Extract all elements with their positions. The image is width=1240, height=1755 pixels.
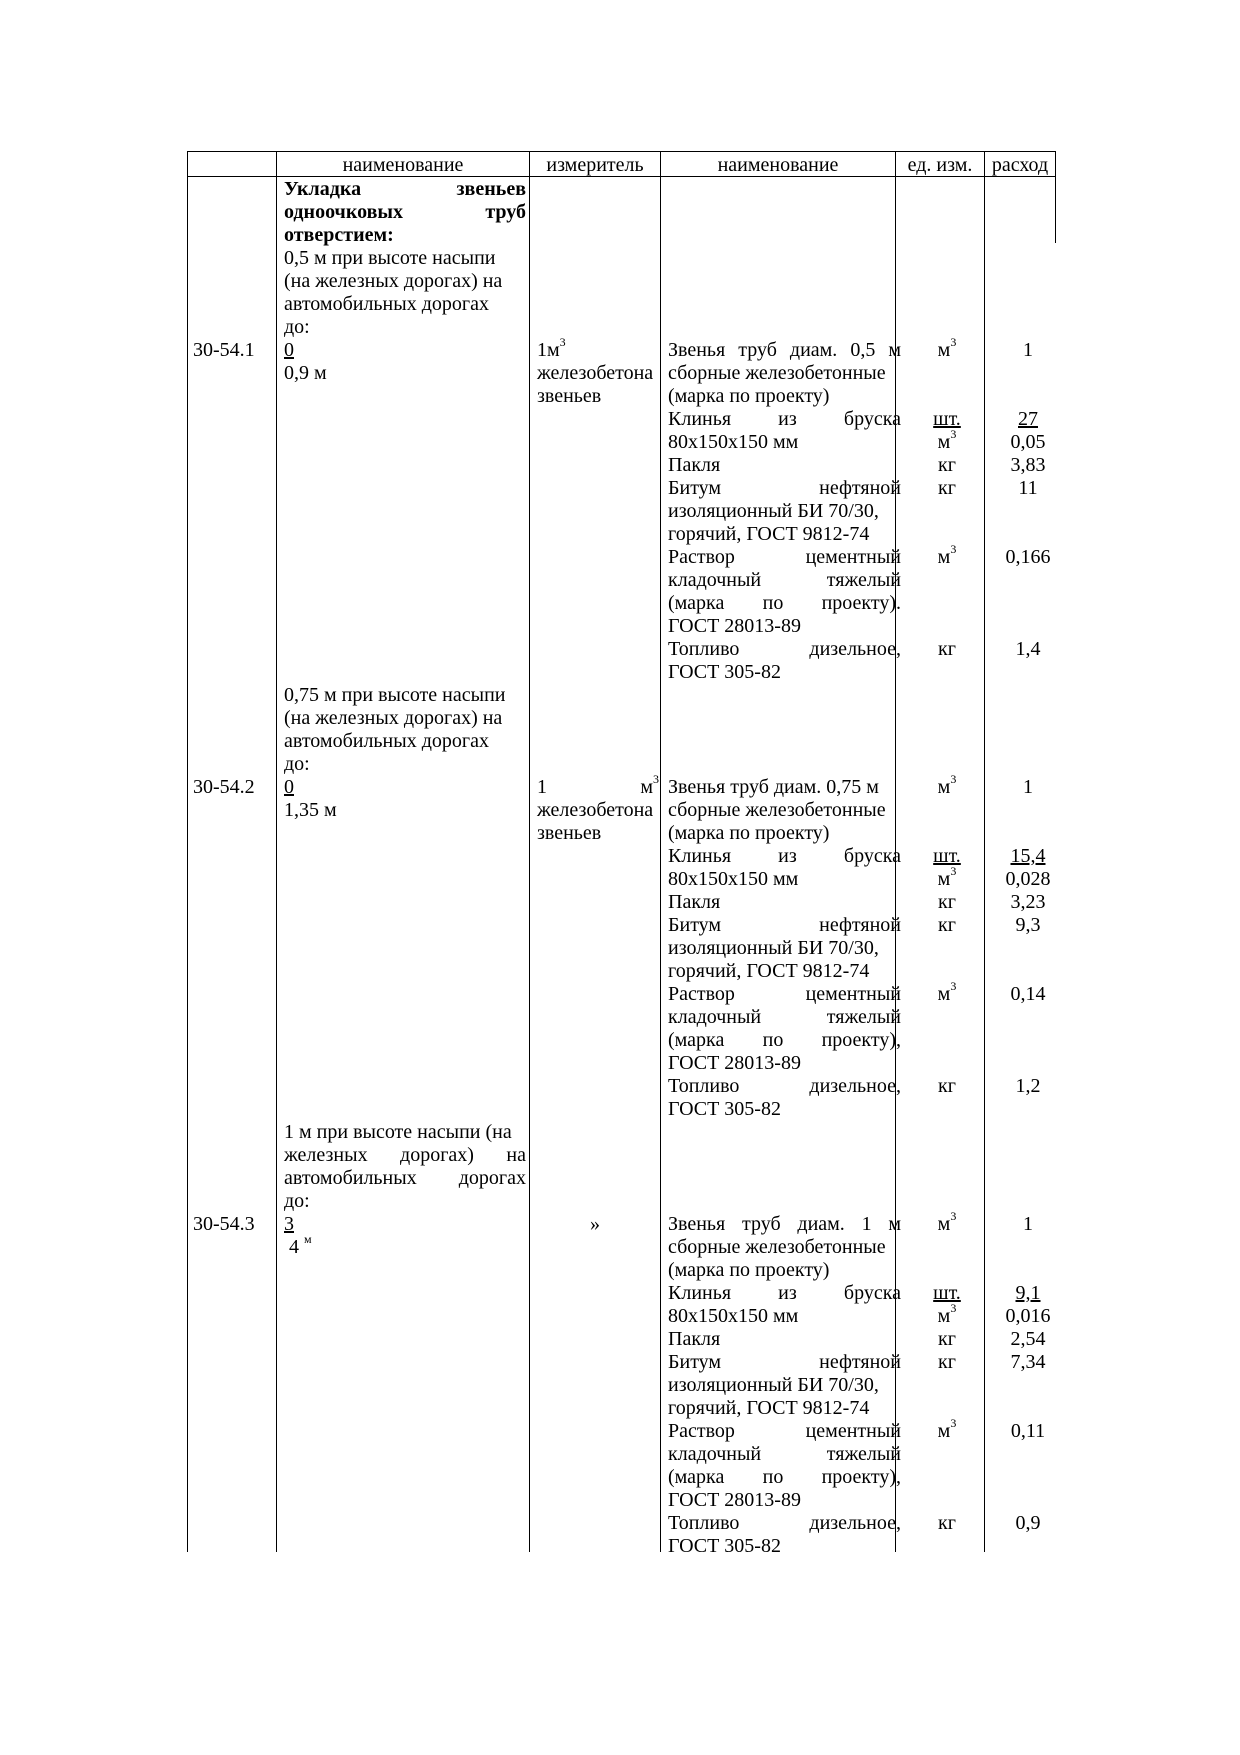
s3-item1-unit: $м^3$ — [937, 1209, 957, 1235]
section-1-desc-2: (на железных дорогах) на — [284, 270, 503, 292]
s3-item6-qty: 0,9 — [1015, 1512, 1041, 1534]
header-col3: измеритель — [546, 154, 644, 176]
section-1-frac-top: 0 — [284, 339, 294, 361]
s3-item2-unit-top: шт. — [933, 1282, 961, 1304]
s1-item6-line1: Топливо дизельное, — [668, 638, 901, 660]
s3-item6-line1: Топливо дизельное, — [668, 1512, 901, 1534]
s3-item2-line1: Клинья из бруска — [668, 1282, 901, 1304]
s2-item6-line1: Топливо дизельное, — [668, 1075, 901, 1097]
s2-item6-unit: кг — [938, 1075, 956, 1097]
s3-item2-qty-bottom: 0,016 — [1005, 1305, 1051, 1327]
s1-item5-line1: Раствор цементный — [668, 546, 901, 568]
s2-item2-unit-top: шт. — [933, 845, 961, 867]
s2-item1-line1: Звенья труб диам. 0,75 м — [668, 776, 879, 798]
section-3-code: 30-54.3 — [193, 1213, 255, 1235]
s2-item2-unit-bottom: $м^3$ — [937, 864, 957, 890]
section-1-desc-4: до: — [284, 316, 310, 338]
section-1-desc-3: автомобильных дорогах — [284, 293, 489, 315]
section-1-measure-2: железобетона — [537, 362, 654, 384]
col-border-3 — [529, 151, 530, 1552]
s2-item5-qty: 0,14 — [1010, 983, 1046, 1005]
s2-item1-line3: (марка по проекту) — [668, 822, 830, 844]
s3-item5-qty: 0,11 — [1010, 1420, 1046, 1442]
s3-item6-unit: кг — [938, 1512, 956, 1534]
s1-item4-qty: 11 — [1018, 477, 1038, 499]
s3-item3-unit: кг — [938, 1328, 956, 1350]
s1-item2-unit-bottom: $м^3$ — [937, 427, 957, 453]
s1-item5-line2: кладочный тяжелый — [668, 569, 901, 591]
s2-item1-line2: сборные железобетонные — [668, 799, 886, 821]
s1-item2-line1: Клинья из бруска — [668, 408, 901, 430]
section-1-measure-3: звеньев — [537, 385, 602, 407]
table-top-border — [187, 151, 1055, 152]
s2-item3-qty: 3,23 — [1010, 891, 1046, 913]
s2-item5-line2: кладочный тяжелый — [668, 1006, 901, 1028]
s3-item3-line1: Пакля — [668, 1328, 721, 1350]
s1-item3-qty: 3,83 — [1010, 454, 1046, 476]
s2-item2-qty-bottom: 0,028 — [1005, 868, 1051, 890]
s2-item6-line2: ГОСТ 305-82 — [668, 1098, 781, 1120]
s1-item1-line3: (марка по проекту) — [668, 385, 830, 407]
section-2-frac-bottom: 1,35 м — [284, 799, 337, 821]
s1-item1-unit: $м^3$ — [937, 335, 957, 361]
section-3-frac-bottom: 4 $^м$ — [289, 1232, 312, 1258]
col-border-7 — [1055, 151, 1056, 243]
s3-item5-line4: ГОСТ 28013-89 — [668, 1489, 801, 1511]
s1-item1-line2: сборные железобетонные — [668, 362, 886, 384]
s3-item5-line2: кладочный тяжелый — [668, 1443, 901, 1465]
section-1-frac-bottom: 0,9 м — [284, 362, 327, 384]
s1-item2-qty-top: 27 — [1018, 408, 1038, 430]
s2-item4-line3: горячий, ГОСТ 9812-74 — [668, 960, 870, 982]
col-border-4 — [660, 151, 661, 1552]
s2-item1-unit: $м^3$ — [937, 772, 957, 798]
section-1-measure-1: $1м^3$ — [537, 335, 566, 361]
s2-item5-line3: (марка по проекту), — [668, 1029, 901, 1051]
section-1-desc-1: 0,5 м при высоте насыпи — [284, 247, 496, 269]
s2-item4-line2: изоляционный БИ 70/30, — [668, 937, 879, 959]
section-2-code: 30-54.2 — [193, 776, 255, 798]
s3-item4-line3: горячий, ГОСТ 9812-74 — [668, 1397, 870, 1419]
section-3-desc-4: до: — [284, 1190, 310, 1212]
section-3-desc-2: железных дорогах) на — [284, 1144, 526, 1166]
s3-item1-line2: сборные железобетонные — [668, 1236, 886, 1258]
s3-item1-line1: Звенья труб диам. 1 м — [668, 1213, 901, 1235]
s2-item6-qty: 1,2 — [1015, 1075, 1041, 1097]
col-border-1 — [187, 151, 188, 1552]
s1-item5-line3: (марка по проекту). — [668, 592, 901, 614]
s3-item6-line2: ГОСТ 305-82 — [668, 1535, 781, 1557]
s2-item3-unit: кг — [938, 891, 956, 913]
s3-item1-qty: 1 — [1023, 1213, 1033, 1235]
section-2-measure-1: 1 $м^3$ — [537, 772, 659, 798]
s1-item1-qty: 1 — [1023, 339, 1033, 361]
s2-item1-qty: 1 — [1023, 776, 1033, 798]
s1-item3-unit: кг — [938, 454, 956, 476]
s3-item4-qty: 7,34 — [1010, 1351, 1046, 1373]
title-line-2: одноочковых труб — [284, 201, 526, 223]
s1-item5-qty: 0,166 — [1005, 546, 1051, 568]
header-col2: наименование — [342, 154, 464, 176]
s3-item4-unit: кг — [938, 1351, 956, 1373]
s3-item1-line3: (марка по проекту) — [668, 1259, 830, 1281]
s1-item1-line1: Звенья труб диам. 0,5 м — [668, 339, 901, 361]
col-border-2 — [276, 151, 277, 1552]
s1-item2-qty-bottom: 0,05 — [1010, 431, 1046, 453]
s1-item6-qty: 1,4 — [1015, 638, 1041, 660]
s2-item3-line1: Пакля — [668, 891, 721, 913]
s2-item2-line2: 80х150х150 мм — [668, 868, 799, 890]
s3-item5-line3: (марка по проекту), — [668, 1466, 901, 1488]
s2-item5-line1: Раствор цементный — [668, 983, 901, 1005]
s1-item6-line2: ГОСТ 305-82 — [668, 661, 781, 683]
s3-item2-line2: 80х150х150 мм — [668, 1305, 799, 1327]
s3-item5-line1: Раствор цементный — [668, 1420, 901, 1442]
s1-item4-unit: кг — [938, 477, 956, 499]
section-3-desc-1: 1 м при высоте насыпи (на — [284, 1121, 512, 1143]
section-2-desc-4: до: — [284, 753, 310, 775]
s2-item4-unit: кг — [938, 914, 956, 936]
s2-item2-line1: Клинья из бруска — [668, 845, 901, 867]
section-2-desc-3: автомобильных дорогах — [284, 730, 489, 752]
s1-item4-line1: Битум нефтяной — [668, 477, 901, 499]
header-col5: ед. изм. — [907, 154, 973, 176]
section-2-frac-top: 0 — [284, 776, 294, 798]
section-2-desc-1: 0,75 м при высоте насыпи — [284, 684, 506, 706]
s2-item4-line1: Битум нефтяной — [668, 914, 901, 936]
s1-item2-line2: 80х150х150 мм — [668, 431, 799, 453]
s3-item4-line2: изоляционный БИ 70/30, — [668, 1374, 879, 1396]
s2-item5-line4: ГОСТ 28013-89 — [668, 1052, 801, 1074]
section-3-measure-ditto: » — [590, 1213, 600, 1235]
s1-item2-unit-top: шт. — [933, 408, 961, 430]
section-3-desc-3: автомобильных дорогах — [284, 1167, 526, 1189]
header-col4: наименование — [717, 154, 839, 176]
s3-item4-line1: Битум нефтяной — [668, 1351, 901, 1373]
s3-item2-qty-top: 9,1 — [1015, 1282, 1041, 1304]
s3-item2-unit-bottom: $м^3$ — [937, 1301, 957, 1327]
title-line-1: Укладка звеньев — [284, 178, 526, 200]
s1-item6-unit: кг — [938, 638, 956, 660]
s1-item5-unit: $м^3$ — [937, 542, 957, 568]
s2-item4-qty: 9,3 — [1015, 914, 1041, 936]
s3-item5-unit: $м^3$ — [937, 1416, 957, 1442]
section-2-measure-3: звеньев — [537, 822, 602, 844]
section-2-measure-2: железобетона — [537, 799, 654, 821]
header-col6: расход — [991, 154, 1049, 176]
s2-item2-qty-top: 15,4 — [1010, 845, 1046, 867]
s1-item3-line1: Пакля — [668, 454, 721, 476]
s1-item5-line4: ГОСТ 28013-89 — [668, 615, 801, 637]
title-line-3: отверстием: — [284, 224, 394, 246]
section-3-frac-top: 3 — [284, 1213, 294, 1235]
s1-item4-line3: горячий, ГОСТ 9812-74 — [668, 523, 870, 545]
section-1-code: 30-54.1 — [193, 339, 255, 361]
s2-item5-unit: $м^3$ — [937, 979, 957, 1005]
s1-item4-line2: изоляционный БИ 70/30, — [668, 500, 879, 522]
section-2-desc-2: (на железных дорогах) на — [284, 707, 503, 729]
s3-item3-qty: 2,54 — [1010, 1328, 1046, 1350]
